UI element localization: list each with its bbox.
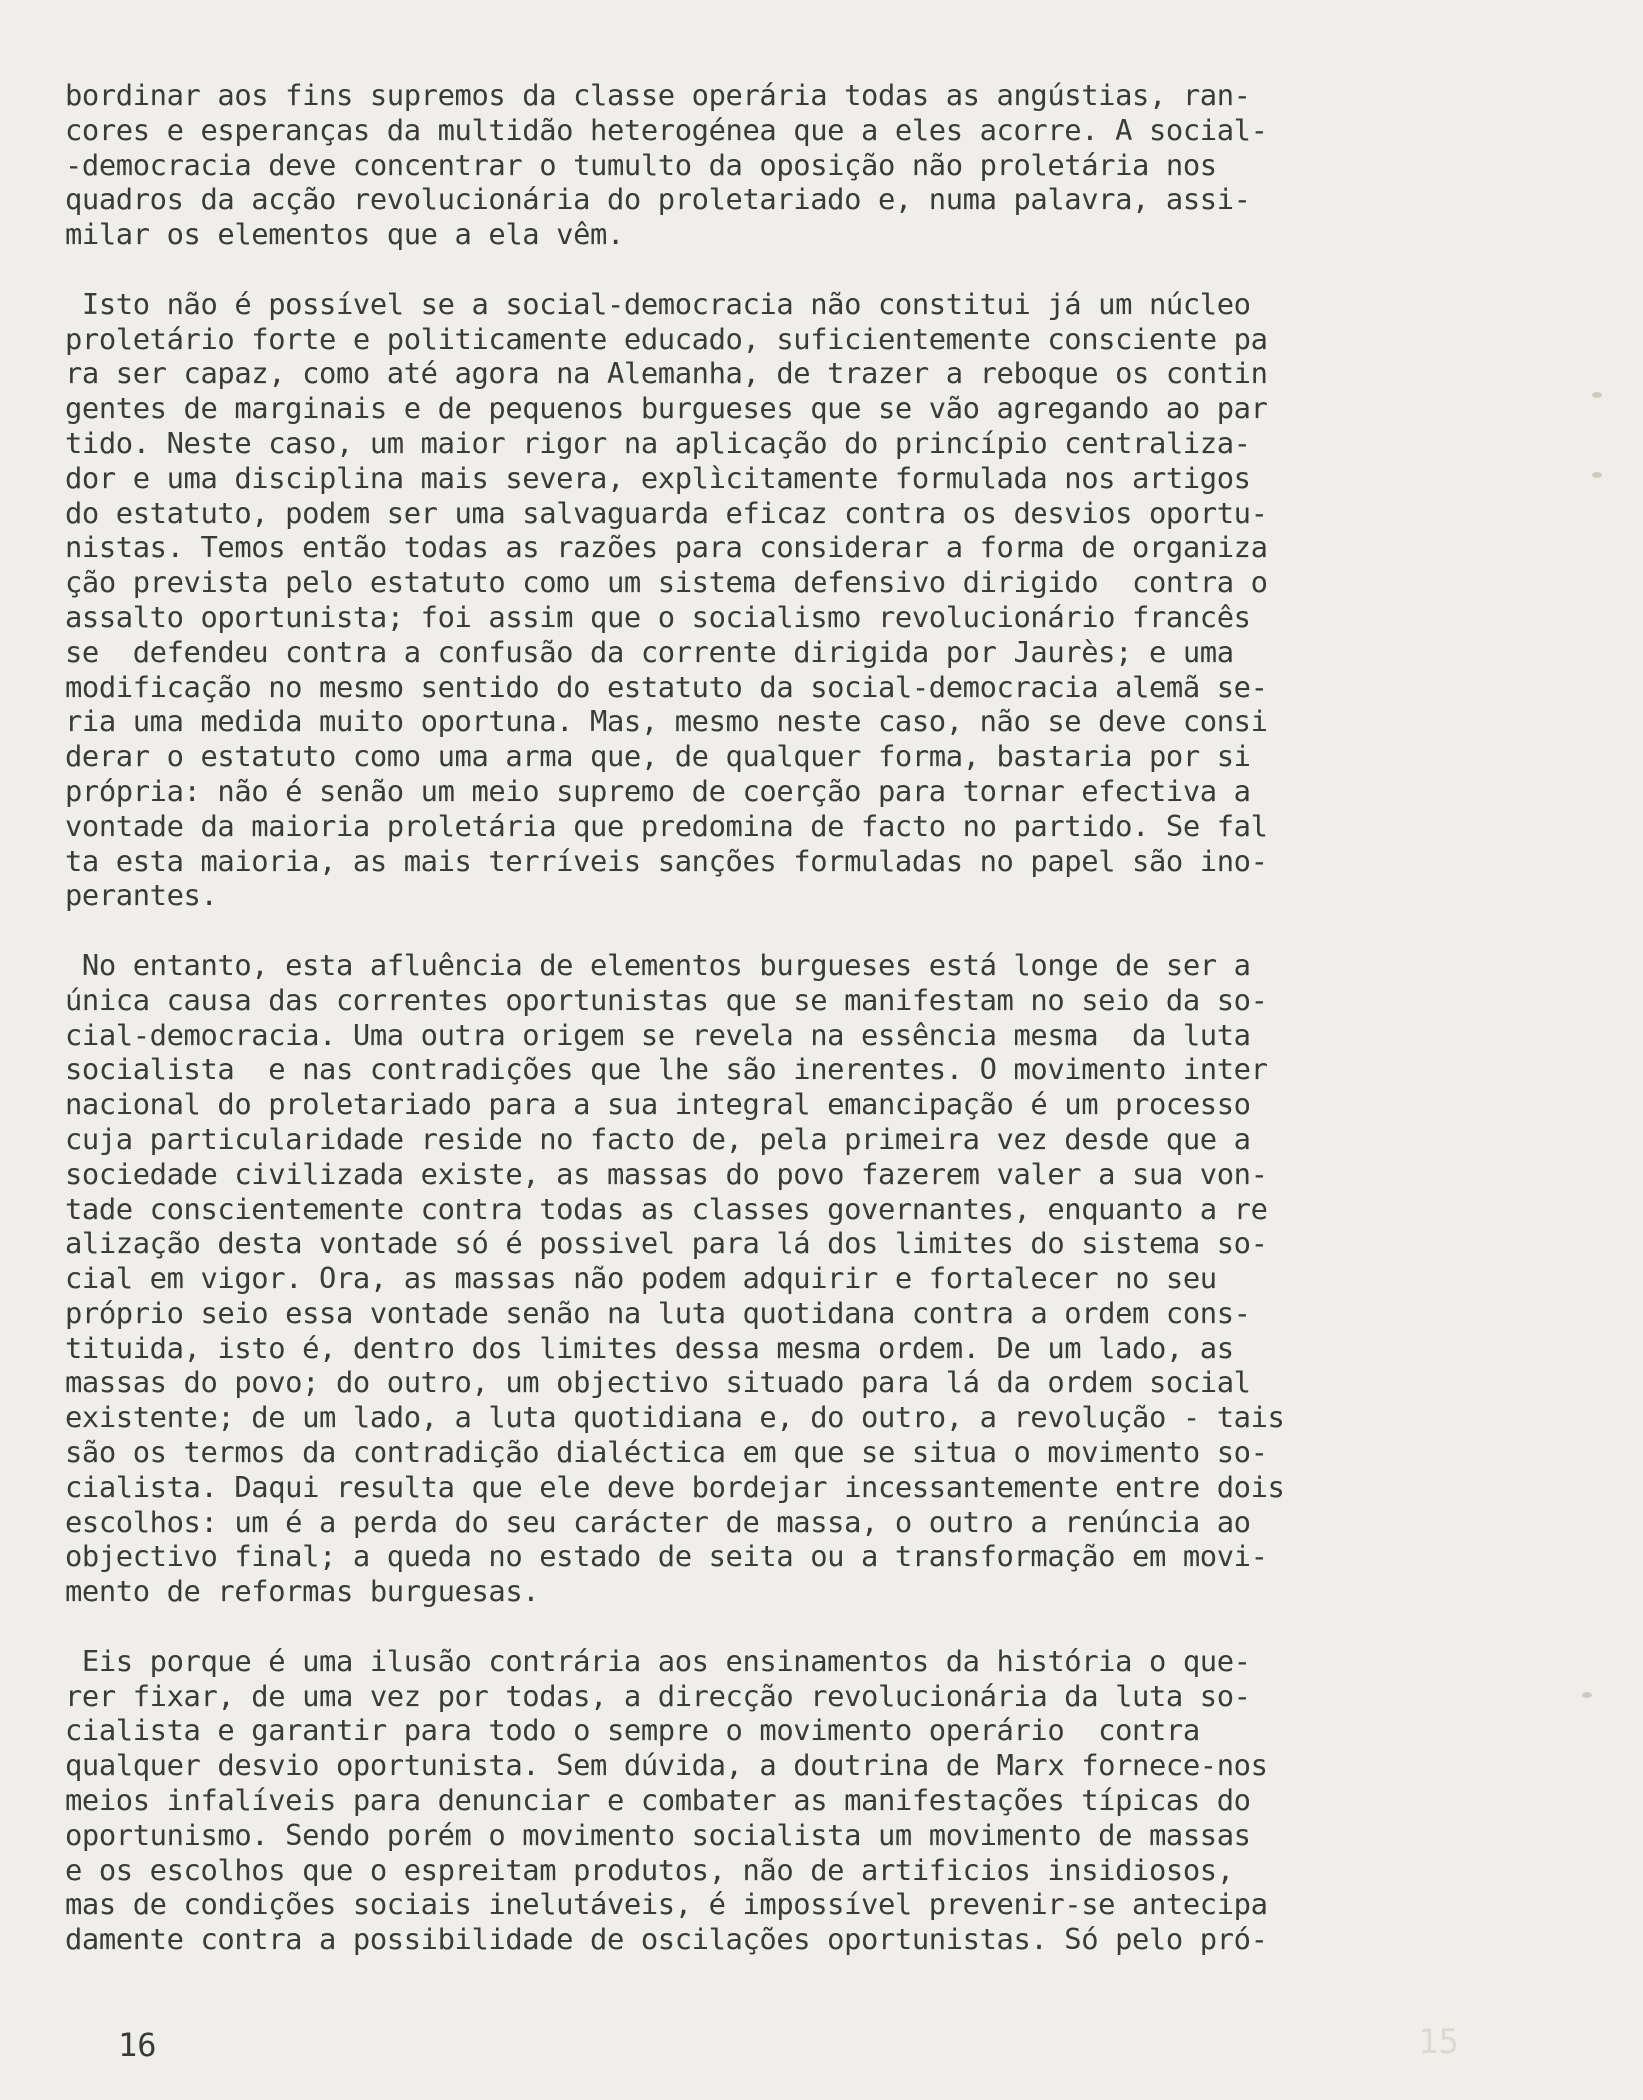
text-line: do estatuto, podem ser uma salvaguarda eficaz contra os desvios oportu- bbox=[65, 495, 1268, 530]
text-line: -democracia deve concentrar o tumulto da oposição não proletária nos bbox=[65, 147, 1217, 182]
text-line: tade conscientemente contra todas as classes governantes, enquanto a re bbox=[65, 1191, 1268, 1226]
text-line: se defendeu contra a confusão da corrente dirigida por Jaurès; e uma bbox=[65, 634, 1234, 669]
text-line: escolhos: um é a perda do seu carácter de massa, o outro a renúncia ao bbox=[65, 1504, 1251, 1539]
text-line: qualquer desvio oportunista. Sem dúvida, a doutrina de Marx fornece-nos bbox=[65, 1748, 1268, 1783]
text-line: cialista. Daqui resulta que ele deve bordejar incessantemente entre dois bbox=[65, 1469, 1285, 1504]
text-line: ta esta maioria, as mais terríveis sanções formuladas no papel são ino- bbox=[65, 843, 1268, 878]
text-line: existente; de um lado, a luta quotidiana e, do outro, a revolução - tais bbox=[65, 1400, 1285, 1435]
text-line: cuja particularidade reside no facto de, pela primeira vez desde que a bbox=[65, 1121, 1251, 1156]
paragraph bbox=[65, 948, 1485, 1609]
text-line: próprio seio essa vontade senão na luta quotidana contra a ordem cons- bbox=[65, 1295, 1251, 1330]
text-line: cialista e garantir para todo o sempre o movimento operário contra bbox=[65, 1713, 1200, 1748]
text-line: mas de condições sociais inelutáveis, é impossível prevenir-se antecipa bbox=[65, 1887, 1268, 1922]
margin-speck bbox=[1582, 1692, 1592, 1698]
text-line: objectivo final; a queda no estado de seita ou a transformação em movi- bbox=[65, 1539, 1268, 1574]
text-line: damente contra a possibilidade de oscilações oportunistas. Só pelo pró- bbox=[65, 1922, 1268, 1957]
text-line: socialista e nas contradições que lhe são inerentes. O movimento inter bbox=[65, 1052, 1268, 1087]
text-line: cial-democracia. Uma outra origem se revela na essência mesma da luta bbox=[65, 1017, 1251, 1052]
text-line: derar o estatuto como uma arma que, de qualquer forma, bastaria por si bbox=[65, 739, 1251, 774]
text-line: No entanto, esta afluência de elementos burgueses está longe de ser a bbox=[65, 947, 1251, 982]
page-number: 16 bbox=[118, 2026, 157, 2064]
text-line: bordinar aos fins supremos da classe operária todas as angústias, ran- bbox=[65, 78, 1251, 112]
margin-speck bbox=[1592, 392, 1602, 398]
paragraph bbox=[65, 1644, 1485, 1957]
text-line: vontade da maioria proletária que predomina de facto no partido. Se fal bbox=[65, 808, 1268, 843]
body-text bbox=[65, 78, 1485, 1992]
text-line: assalto oportunista; foi assim que o socialismo revolucionário francês bbox=[65, 599, 1251, 634]
text-line: dor e uma disciplina mais severa, explìcitamente formulada nos artigos bbox=[65, 460, 1251, 495]
text-line: mento de reformas burguesas. bbox=[65, 1574, 540, 1609]
text-line: gentes de marginais e de pequenos burgueses que se vão agregando ao par bbox=[65, 391, 1268, 426]
text-line: sociedade civilizada existe, as massas do povo fazerem valer a sua von- bbox=[65, 1156, 1268, 1191]
text-line: Eis porque é uma ilusão contrária aos ensinamentos da história o que- bbox=[65, 1643, 1251, 1678]
text-line: modificação no mesmo sentido do estatuto da social-democracia alemã se- bbox=[65, 669, 1268, 704]
text-line: única causa das correntes oportunistas que se manifestam no seio da so- bbox=[65, 982, 1268, 1017]
text-line: cores e esperanças da multidão heterogénea que a eles acorre. A social- bbox=[65, 112, 1268, 147]
text-line: própria: não é senão um meio supremo de coerção para tornar efectiva a bbox=[65, 773, 1251, 808]
text-line: ção prevista pelo estatuto como um sistema defensivo dirigido contra o bbox=[65, 565, 1268, 600]
margin-speck bbox=[1592, 472, 1602, 478]
text-line: quadros da acção revolucionária do proletariado e, numa palavra, assi- bbox=[65, 182, 1251, 217]
text-line: tituida, isto é, dentro dos limites dessa mesma ordem. De um lado, as bbox=[65, 1330, 1234, 1365]
text-line: perantes. bbox=[65, 878, 218, 913]
paragraph bbox=[65, 78, 1485, 252]
paragraph bbox=[65, 287, 1485, 913]
text-line: nacional do proletariado para a sua integral emancipação é um processo bbox=[65, 1087, 1251, 1122]
text-line: alização desta vontade só é possivel para lá dos limites do sistema so- bbox=[65, 1226, 1268, 1261]
text-line: e os escolhos que o espreitam produtos, não de artificios insidiosos, bbox=[65, 1852, 1234, 1887]
bleed-through-page-number: 15 bbox=[1418, 2022, 1459, 2062]
text-line: ra ser capaz, como até agora na Alemanha, de trazer a reboque os contin bbox=[65, 356, 1268, 391]
text-line: são os termos da contradição dialéctica em que se situa o movimento so- bbox=[65, 1435, 1268, 1470]
text-line: nistas. Temos então todas as razões para considerar a forma de organiza bbox=[65, 530, 1268, 565]
text-line: rer fixar, de uma vez por todas, a direcção revolucionária da luta so- bbox=[65, 1678, 1251, 1713]
text-line: oportunismo. Sendo porém o movimento socialista um movimento de massas bbox=[65, 1817, 1251, 1852]
text-line: massas do povo; do outro, um objectivo situado para lá da ordem social bbox=[65, 1365, 1251, 1400]
text-line: Isto não é possível se a social-democracia não constitui já um núcleo bbox=[65, 286, 1251, 321]
text-line: cial em vigor. Ora, as massas não podem adquirir e fortalecer no seu bbox=[65, 1261, 1217, 1296]
text-line: tido. Neste caso, um maior rigor na aplicação do princípio centraliza- bbox=[65, 425, 1251, 460]
text-line: meios infalíveis para denunciar e combater as manifestações típicas do bbox=[65, 1783, 1251, 1818]
text-line: proletário forte e politicamente educado, suficientemente consciente pa bbox=[65, 321, 1268, 356]
text-line: ria uma medida muito oportuna. Mas, mesmo neste caso, não se deve consi bbox=[65, 704, 1268, 739]
text-line: milar os elementos que a ela vêm. bbox=[65, 217, 624, 252]
